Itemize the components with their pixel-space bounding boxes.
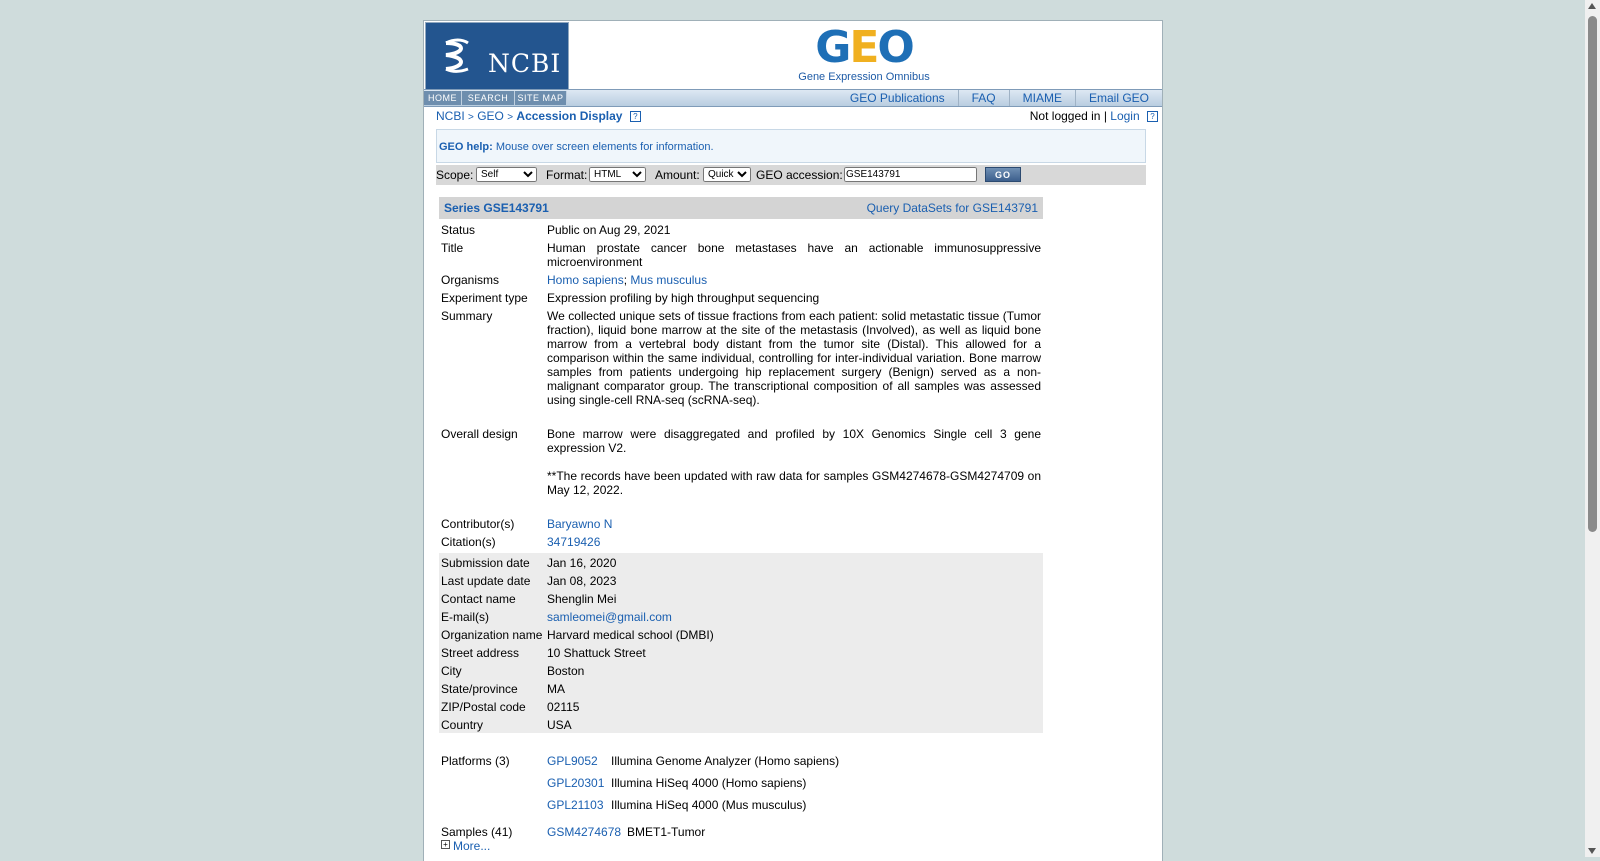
accession-input[interactable] (844, 167, 977, 182)
title-label: Title (441, 241, 464, 255)
series-title: Series GSE143791 (444, 201, 549, 215)
nav-bar (424, 89, 1162, 107)
breadcrumb-current: Accession Display (516, 109, 623, 123)
country-row (439, 718, 1043, 734)
help-icon[interactable]: ? (630, 111, 641, 122)
series-table (439, 197, 1043, 853)
status-value: Public on Aug 29, 2021 (547, 223, 671, 237)
platform-row (439, 776, 1043, 792)
top-links (837, 90, 1162, 106)
organism-separator: ; (623, 273, 628, 287)
email-row (439, 610, 1043, 626)
submission-date-value: Jan 16, 2020 (547, 556, 617, 570)
overall-design-paragraph: Bone marrow were disaggregated and profiled by 10X Genomics Single cell 3 gene expression V2. (547, 427, 1041, 455)
sample-description: BMET1-Tumor (627, 825, 706, 839)
scroll-up-icon[interactable] (1588, 3, 1596, 9)
geo-logo-subtitle: Gene Expression Omnibus (798, 71, 930, 83)
city-value: Boston (547, 664, 585, 678)
go-button[interactable]: GO (985, 167, 1021, 182)
amount-label: Amount: (655, 168, 700, 182)
street-row (439, 646, 1043, 662)
experiment-type-label: Experiment type (441, 291, 528, 305)
nav-home-button[interactable]: HOME (424, 91, 462, 105)
organisms-row (439, 273, 1043, 289)
contact-name-row (439, 592, 1043, 608)
nav-search-button[interactable]: SEARCH (462, 91, 515, 105)
expand-plus-icon[interactable]: + (441, 840, 450, 849)
organisms-value (547, 273, 1041, 287)
platform-row (439, 754, 1043, 770)
platforms-label: Platforms (3) (441, 754, 510, 768)
login-area (1030, 109, 1158, 123)
nav-sitemap-button[interactable]: SITE MAP (515, 91, 567, 105)
organization-value: Harvard medical school (DMBI) (547, 628, 714, 642)
sample-link[interactable]: GSM4274678 (547, 825, 622, 839)
geo-logo[interactable] (789, 22, 939, 87)
submission-date-row (439, 556, 1043, 572)
street-value: 10 Shattuck Street (547, 646, 646, 660)
citation-label: Citation(s) (441, 535, 496, 549)
login-help-icon[interactable]: ? (1147, 111, 1158, 122)
citation-row (439, 535, 1043, 551)
geo-publications-link[interactable]: GEO Publications (849, 91, 945, 105)
geo-page (423, 20, 1163, 861)
geo-logo-mark: GEO (815, 22, 913, 73)
email-label: E-mail(s) (441, 610, 489, 624)
ncbi-logo-text: NCBI (488, 49, 562, 78)
login-status: Not logged in | (1029, 109, 1107, 123)
samples-more-row (439, 839, 1043, 853)
geo-help-box (436, 129, 1146, 163)
country-label: Country (441, 718, 484, 732)
status-label: Status (441, 223, 476, 237)
ncbi-helix-icon (440, 37, 474, 75)
login-link[interactable]: Login (1110, 109, 1140, 123)
format-select[interactable] (589, 167, 646, 182)
organization-label: Organization name (441, 628, 543, 642)
platform-link[interactable]: GPL21103 (547, 798, 604, 812)
overall-design-label: Overall design (441, 427, 518, 441)
state-value: MA (547, 682, 565, 696)
breadcrumb-geo-link[interactable]: GEO (477, 109, 504, 123)
submission-date-label: Submission date (441, 556, 530, 570)
title-row (439, 241, 1043, 271)
summary-value: We collected unique sets of tissue fractions from each patient: solid metastatic tissue (Tumor fraction), liquid bone marrow at the site of the metastasis (Involved), as well as liquid bone marrow from a vertebral body distant from the tumor site (Distal). This allowed for a comparison within the same individual, controlling for inter-individual variation. Bone marrow samples from patients undergoing hip replacement surgery (Benign) served as a non-malignant comparator group. The transcriptional composition of all samples was assessed using single-cell RNA-seq (scRNA-seq). (547, 309, 1041, 407)
contributor-link[interactable]: Baryawno N (547, 517, 613, 531)
breadcrumb (436, 109, 641, 123)
page-scrollbar[interactable] (1585, 0, 1600, 857)
geo-help-message: Mouse over screen elements for information. (495, 141, 714, 153)
zip-value: 02115 (547, 700, 580, 714)
miame-link[interactable]: MIAME (1009, 90, 1075, 106)
city-label: City (441, 664, 462, 678)
overall-design-note: **The records have been updated with raw data for samples GSM4274678-GSM4274709 on May 12, 2022. (547, 469, 1041, 497)
faq-link[interactable]: FAQ (958, 90, 1009, 106)
summary-row (439, 309, 1043, 409)
contributors-row (439, 517, 1043, 533)
accession-form (436, 165, 1146, 185)
street-label: Street address (441, 646, 520, 660)
accession-label: GEO accession: (756, 168, 843, 182)
organisms-label: Organisms (441, 273, 500, 287)
last-update-row (439, 574, 1043, 590)
query-datasets-link[interactable]: Query DataSets for GSE143791 (866, 201, 1038, 215)
last-update-label: Last update date (441, 574, 531, 588)
contact-name-label: Contact name (441, 592, 516, 606)
platform-link[interactable]: GPL20301 (547, 776, 605, 790)
organization-row (439, 628, 1043, 644)
scroll-down-icon[interactable] (1588, 848, 1596, 854)
geo-help-label: GEO help: (439, 141, 493, 153)
breadcrumb-separator: > (468, 112, 474, 123)
platform-link[interactable]: GPL9052 (547, 754, 598, 768)
contributors-label: Contributor(s) (441, 517, 515, 531)
organism-homo-sapiens-link[interactable]: Homo sapiens (547, 273, 624, 287)
breadcrumb-ncbi-link[interactable]: NCBI (436, 109, 465, 123)
city-row (439, 664, 1043, 680)
platform-description: Illumina HiSeq 4000 (Mus musculus) (611, 798, 807, 812)
experiment-type-value: Expression profiling by high throughput sequencing (547, 291, 820, 305)
platform-row (439, 798, 1043, 814)
organism-mus-musculus-link[interactable]: Mus musculus (630, 273, 708, 287)
ncbi-logo[interactable] (425, 22, 569, 90)
scope-label: Scope: (436, 168, 474, 182)
status-row (439, 223, 1043, 239)
last-update-value: Jan 08, 2023 (547, 574, 617, 588)
title-value: Human prostate cancer bone metastases have an actionable immunosuppressive microenvironment (547, 241, 1041, 269)
scope-select[interactable] (476, 167, 537, 182)
state-label: State/province (441, 682, 518, 696)
zip-row (439, 700, 1043, 716)
platform-description: Illumina Genome Analyzer (Homo sapiens) (611, 754, 840, 768)
summary-label: Summary (441, 309, 493, 323)
zip-label: ZIP/Postal code (441, 700, 526, 714)
platform-description: Illumina HiSeq 4000 (Homo sapiens) (611, 776, 807, 790)
scrollbar-thumb[interactable] (1588, 16, 1597, 532)
experiment-type-row (439, 291, 1043, 307)
overall-design-value (547, 427, 1041, 497)
email-link[interactable]: samleomei@gmail.com (547, 610, 672, 624)
contact-name-value: Shenglin Mei (547, 592, 617, 606)
country-value: USA (547, 718, 572, 732)
amount-select[interactable] (703, 167, 751, 182)
email-geo-link[interactable]: Email GEO (1075, 90, 1162, 106)
series-header (439, 197, 1043, 219)
samples-label: Samples (41) (441, 825, 513, 839)
state-row (439, 682, 1043, 698)
samples-more-link[interactable]: More... (453, 839, 491, 853)
citation-link[interactable]: 34719426 (547, 535, 601, 549)
breadcrumb-separator: > (507, 112, 514, 123)
overall-design-row (439, 427, 1043, 497)
format-label: Format: (546, 168, 588, 182)
